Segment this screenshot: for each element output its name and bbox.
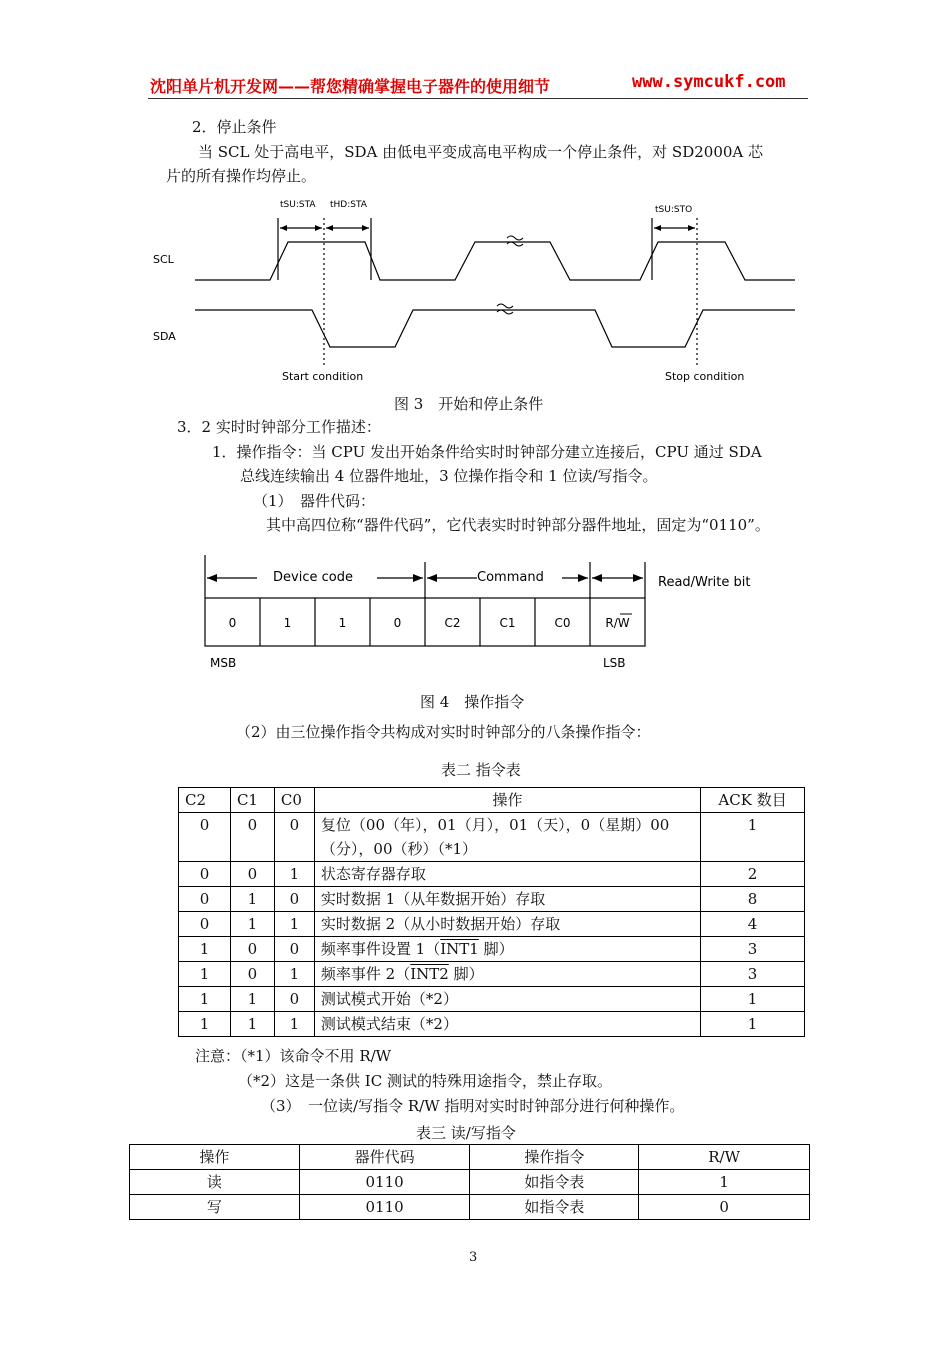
header-divider bbox=[148, 98, 808, 99]
label-tsu-sta: tSU:STA bbox=[280, 200, 316, 210]
cell: 3 bbox=[701, 937, 805, 962]
cell: 1 bbox=[274, 1012, 314, 1037]
cell-line: （分），00（秒）（*1） bbox=[320, 840, 478, 858]
cell-text: 脚） bbox=[448, 965, 484, 983]
cell: 1 bbox=[230, 987, 274, 1012]
table-row bbox=[179, 862, 805, 887]
cell bbox=[314, 962, 700, 987]
table-row bbox=[179, 912, 805, 937]
cell: 0110 bbox=[299, 1195, 470, 1220]
bit-cell: C0 bbox=[554, 616, 571, 630]
subheading: （3） 一位读/写指令 R/W 指明对实时时钟部分进行何种操作。 bbox=[261, 1097, 685, 1115]
table-row bbox=[130, 1170, 810, 1195]
label-sda: SDA bbox=[153, 330, 176, 343]
bit-cell: 1 bbox=[338, 616, 347, 630]
cell: 测试模式结束（*2） bbox=[314, 1012, 700, 1037]
table-row bbox=[179, 813, 805, 862]
label-thd-sta: tHD:STA bbox=[330, 200, 367, 210]
bit-cell: C2 bbox=[444, 616, 461, 630]
instruction-table bbox=[178, 787, 805, 1037]
cell: 1 bbox=[230, 912, 274, 937]
header-title: 沈阳单片机开发网——帮您精确掌握电子器件的使用细节 bbox=[150, 77, 551, 96]
label-tsu-sto: tSU:STO bbox=[655, 205, 693, 215]
paragraph-line: 1．操作指令：当 CPU 发出开始条件给实时时钟部分建立连接后，CPU 通过 SDA bbox=[212, 443, 762, 461]
cell: 0 bbox=[230, 862, 274, 887]
bit-cell: C1 bbox=[499, 616, 516, 630]
cell: 1 bbox=[179, 937, 231, 962]
cell: 2 bbox=[701, 862, 805, 887]
cell: 1 bbox=[179, 1012, 231, 1037]
column-header: 操作 bbox=[130, 1145, 300, 1170]
label-command: Command bbox=[477, 570, 544, 585]
address-byte-diagram bbox=[195, 550, 775, 675]
cell-line: 复位（00（年），01（月），01（天），0（星期）00 bbox=[320, 816, 670, 834]
pin-name-overline: INT1 bbox=[440, 940, 479, 958]
label-rw-bit: Read/Write bit bbox=[658, 575, 751, 590]
label-lsb: LSB bbox=[603, 656, 626, 670]
cell: 0 bbox=[230, 962, 274, 987]
table-row bbox=[179, 987, 805, 1012]
cell: 0 bbox=[274, 987, 314, 1012]
cell: 4 bbox=[701, 912, 805, 937]
page-number: 3 bbox=[469, 1250, 478, 1265]
cell: 0 bbox=[179, 862, 231, 887]
label-device-code: Device code bbox=[273, 570, 353, 585]
cell: 0 bbox=[274, 887, 314, 912]
cell: 测试模式开始（*2） bbox=[314, 987, 700, 1012]
cell: 1 bbox=[274, 862, 314, 887]
column-header: C0 bbox=[274, 788, 314, 813]
cell: 0 bbox=[230, 813, 274, 862]
table-header-row bbox=[179, 788, 805, 813]
cell: 0110 bbox=[299, 1170, 470, 1195]
label-stop-condition: Stop condition bbox=[665, 370, 745, 383]
section-heading-stop: 2．停止条件 bbox=[192, 118, 277, 136]
cell: 1 bbox=[179, 987, 231, 1012]
cell: 0 bbox=[179, 813, 231, 862]
header-url: www.symcukf.com bbox=[632, 72, 786, 92]
cell: 1 bbox=[701, 1012, 805, 1037]
bit-cell: 0 bbox=[393, 616, 402, 630]
subheading: （1） 器件代码： bbox=[253, 492, 376, 510]
subheading: （2）由三位操作指令共构成对实时时钟部分的八条操作指令： bbox=[236, 723, 651, 741]
cell: 1 bbox=[701, 987, 805, 1012]
paragraph-line: 片的所有操作均停止。 bbox=[166, 167, 317, 185]
table-row bbox=[179, 887, 805, 912]
table-title: 表三 读/写指令 bbox=[416, 1124, 516, 1142]
table-row bbox=[179, 937, 805, 962]
note-line: （*2）这是一条供 IC 测试的特殊用途指令，禁止存取。 bbox=[238, 1072, 612, 1090]
cell: 实时数据 2（从小时数据开始）存取 bbox=[314, 912, 700, 937]
bit-cell: 1 bbox=[283, 616, 292, 630]
paragraph-line: 总线连续输出 4 位器件地址，3 位操作指令和 1 位读/写指令。 bbox=[240, 467, 658, 485]
cell: 0 bbox=[179, 912, 231, 937]
cell: 3 bbox=[701, 962, 805, 987]
figure-caption: 图 3 开始和停止条件 bbox=[394, 395, 544, 413]
column-header: 器件代码 bbox=[299, 1145, 470, 1170]
cell: 1 bbox=[274, 962, 314, 987]
cell: 实时数据 1（从年数据开始）存取 bbox=[314, 887, 700, 912]
pin-name-overline: INT2 bbox=[410, 965, 449, 983]
cell: 1 bbox=[230, 887, 274, 912]
figure-caption: 图 4 操作指令 bbox=[420, 693, 525, 711]
cell: 1 bbox=[230, 1012, 274, 1037]
cell: 状态寄存器存取 bbox=[314, 862, 700, 887]
cell: 如指令表 bbox=[470, 1195, 639, 1220]
cell: 0 bbox=[274, 813, 314, 862]
label-start-condition: Start condition bbox=[282, 370, 364, 383]
cell-text: 频率事件 2（ bbox=[320, 965, 411, 983]
cell: 1 bbox=[639, 1170, 810, 1195]
cell: 1 bbox=[179, 962, 231, 987]
cell: 如指令表 bbox=[470, 1170, 639, 1195]
paragraph-line: 其中高四位称“器件代码”，它代表实时时钟部分器件地址，固定为“0110”。 bbox=[266, 516, 770, 534]
cell: 0 bbox=[179, 887, 231, 912]
column-header: 操作指令 bbox=[470, 1145, 639, 1170]
column-header: 操作 bbox=[314, 788, 700, 813]
cell: 读 bbox=[130, 1170, 300, 1195]
cell-text: 频率事件设置 1（ bbox=[320, 940, 441, 958]
cell-text: 脚） bbox=[478, 940, 514, 958]
column-header: ACK 数目 bbox=[701, 788, 805, 813]
table-title: 表二 指令表 bbox=[441, 761, 521, 779]
table-header-row bbox=[130, 1145, 810, 1170]
note-line: 注意：（*1）该命令不用 R/W bbox=[195, 1047, 392, 1065]
table-row bbox=[130, 1195, 810, 1220]
cell: 0 bbox=[274, 937, 314, 962]
cell: 8 bbox=[701, 887, 805, 912]
cell: 写 bbox=[130, 1195, 300, 1220]
paragraph-line: 当 SCL 处于高电平，SDA 由低电平变成高电平构成一个停止条件，对 SD2000A 芯 bbox=[198, 143, 764, 161]
column-header: C2 bbox=[179, 788, 231, 813]
bit-cell: 0 bbox=[228, 616, 237, 630]
section-heading-rtc: 3．2 实时时钟部分工作描述： bbox=[177, 418, 381, 436]
rw-table bbox=[129, 1144, 810, 1220]
cell bbox=[314, 813, 700, 862]
label-msb: MSB bbox=[210, 656, 237, 670]
bit-cell: R/W bbox=[605, 616, 630, 630]
label-scl: SCL bbox=[153, 253, 174, 266]
table-row bbox=[179, 1012, 805, 1037]
cell: 1 bbox=[701, 813, 805, 862]
table-row bbox=[179, 962, 805, 987]
cell: 0 bbox=[230, 937, 274, 962]
timing-diagram bbox=[140, 190, 810, 390]
column-header: C1 bbox=[230, 788, 274, 813]
cell bbox=[314, 937, 700, 962]
cell: 1 bbox=[274, 912, 314, 937]
cell: 0 bbox=[639, 1195, 810, 1220]
column-header: R/W bbox=[639, 1145, 810, 1170]
